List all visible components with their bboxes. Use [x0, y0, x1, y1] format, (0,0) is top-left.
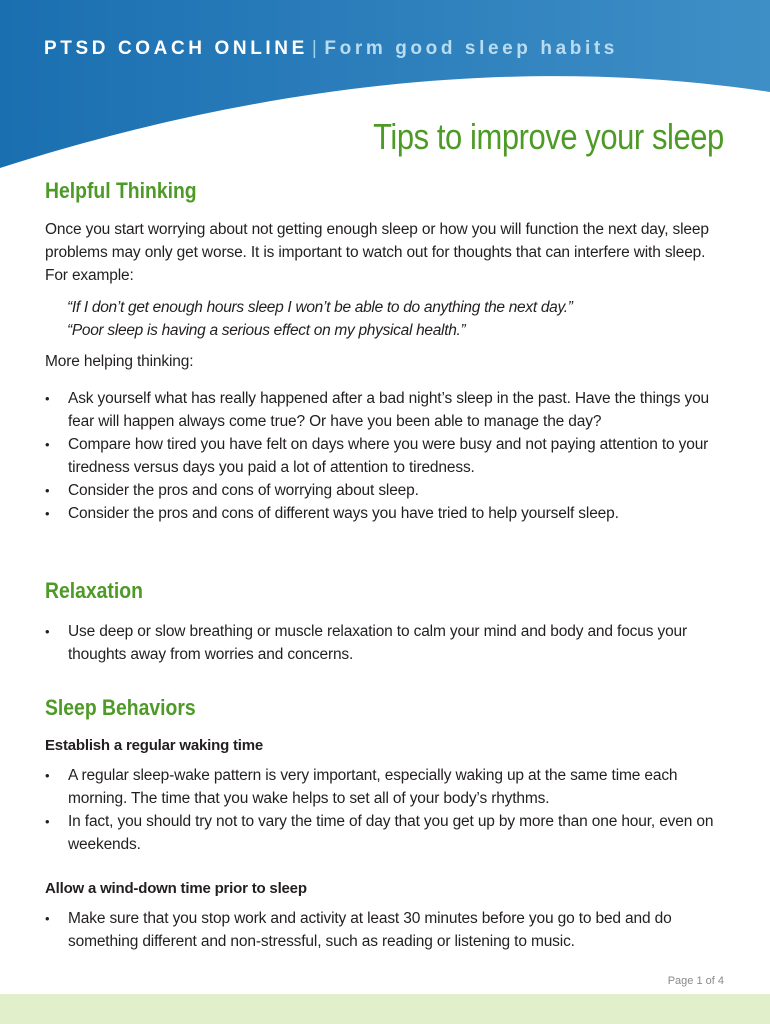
list-item: • Ask yourself what has really happened after a bad night’s sleep in the past. Have the things you fear will happen always come true? Or have you been able to manage the day?: [45, 387, 720, 433]
page-number: Page 1 of 4: [667, 975, 724, 987]
helpful-thinking-intro: Once you start worrying about not getting enough sleep or how you will function the next day, sleep problems may only get worse. It is important to watch out for thoughts that can interfere with sleep. For example:: [45, 221, 709, 284]
example-quotes: [45, 296, 720, 342]
example-quote: “Poor sleep is having a serious effect on my physical health.”: [67, 322, 466, 339]
helpful-thinking-list: [45, 387, 720, 525]
subheading-wind-down-time: Allow a wind-down time prior to sleep: [45, 880, 307, 897]
list-item: • Consider the pros and cons of different ways you have tried to help yourself sleep.: [45, 502, 720, 525]
list-item: • In fact, you should try not to vary the time of day that you get up by more than one hour, even on weekends.: [45, 810, 720, 856]
list-item: • Use deep or slow breathing or muscle relaxation to calm your mind and body and focus your thoughts away from worries and concerns.: [45, 620, 720, 666]
subheading-regular-waking-time: Establish a regular waking time: [45, 737, 264, 754]
header-app-name: PTSD COACH ONLINE: [44, 38, 308, 59]
section-heading-helpful-thinking: Helpful Thinking: [45, 178, 197, 203]
section-heading-sleep-behaviors: Sleep Behaviors: [45, 695, 196, 720]
header-separator: |: [311, 38, 321, 59]
header-subtitle: Form good sleep habits: [324, 38, 618, 59]
header-title: [44, 38, 618, 60]
example-quote: “If I don’t get enough hours sleep I won’t be able to do anything the next day.”: [67, 299, 573, 316]
document-title: Tips to improve your sleep: [373, 116, 724, 157]
waking-time-list: [45, 764, 720, 856]
relaxation-list: [45, 620, 720, 666]
list-item: • Make sure that you stop work and activity at least 30 minutes before you go to bed and do something different and non-stressful, such as reading or listening to music.: [45, 907, 720, 953]
section-heading-relaxation: Relaxation: [45, 578, 143, 603]
list-item: • Consider the pros and cons of worrying about sleep.: [45, 479, 720, 502]
wind-down-list: [45, 907, 720, 953]
footer-band: [0, 994, 770, 1024]
list-item: • A regular sleep-wake pattern is very important, especially waking up at the same time each morning. The time that you wake helps to set all of your body’s rhythms.: [45, 764, 720, 810]
more-helping-label: More helping thinking:: [45, 353, 194, 370]
list-item: • Compare how tired you have felt on days where you were busy and not paying attention to your tiredness versus days you paid a lot of attention to tiredness.: [45, 433, 720, 479]
